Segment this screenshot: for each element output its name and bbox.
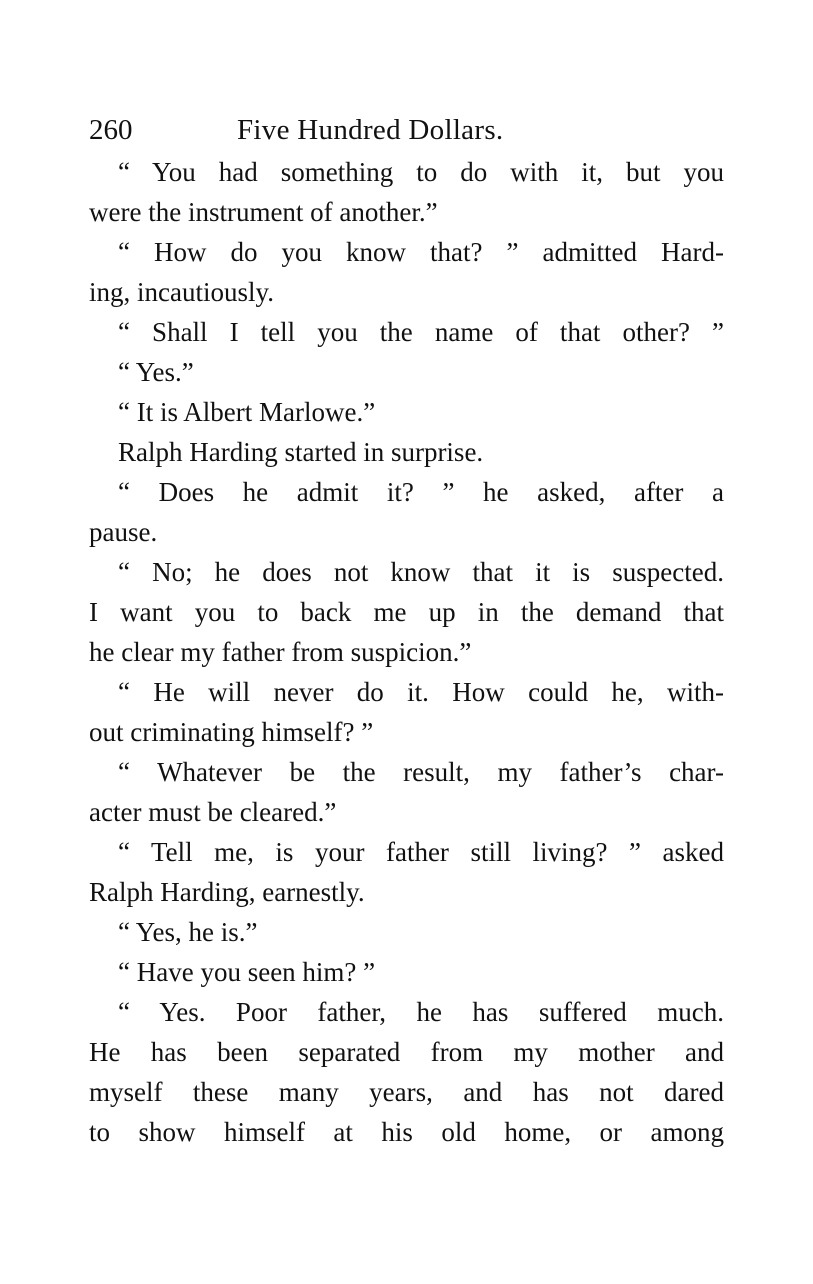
text-line: “ Yes, he is.”: [118, 917, 258, 947]
text-line: He has been separated from my mother and: [89, 1037, 724, 1067]
text-line: to show himself at his old home, or among: [89, 1117, 724, 1147]
page-number: 260: [89, 114, 133, 146]
text-line: ing, incautiously.: [89, 277, 274, 307]
running-title: Five Hundred Dollars.: [237, 114, 504, 146]
text-line: “ Whatever be the result, my father’s char-: [118, 757, 724, 787]
text-line: “ Shall I tell you the name of that other? ”: [118, 317, 724, 347]
text-line: Ralph Harding, earnestly.: [89, 877, 365, 907]
text-line: “ How do you know that? ” admitted Hard-: [118, 237, 724, 267]
text-line: Ralph Harding started in surprise.: [118, 437, 484, 467]
text-line: “ Have you seen him? ”: [118, 957, 376, 987]
text-line: pause.: [89, 517, 158, 547]
text-line: “ Yes.”: [118, 357, 194, 387]
text-line: were the instrument of another.”: [89, 197, 438, 227]
text-line: “ Does he admit it? ” he asked, after a: [118, 477, 724, 507]
text-line: “ It is Albert Marlowe.”: [118, 397, 376, 427]
text-line: he clear my father from suspicion.”: [89, 637, 472, 667]
text-line: I want you to back me up in the demand that: [89, 597, 724, 627]
text-line: acter must be cleared.”: [89, 797, 337, 827]
page-header: [89, 108, 724, 152]
text-line: “ Tell me, is your father still living? ” asked: [118, 837, 724, 867]
text-line: out criminating himself? ”: [89, 717, 374, 747]
book-page: [89, 108, 724, 1152]
text-line: “ Yes. Poor father, he has suffered much.: [118, 997, 724, 1027]
text-line: myself these many years, and has not dared: [89, 1077, 724, 1107]
text-line: “ He will never do it. How could he, with-: [118, 677, 724, 707]
text-line: “ No; he does not know that it is suspected.: [118, 557, 724, 587]
text-line: “ You had something to do with it, but you: [118, 157, 724, 187]
body-text: [89, 152, 724, 1152]
